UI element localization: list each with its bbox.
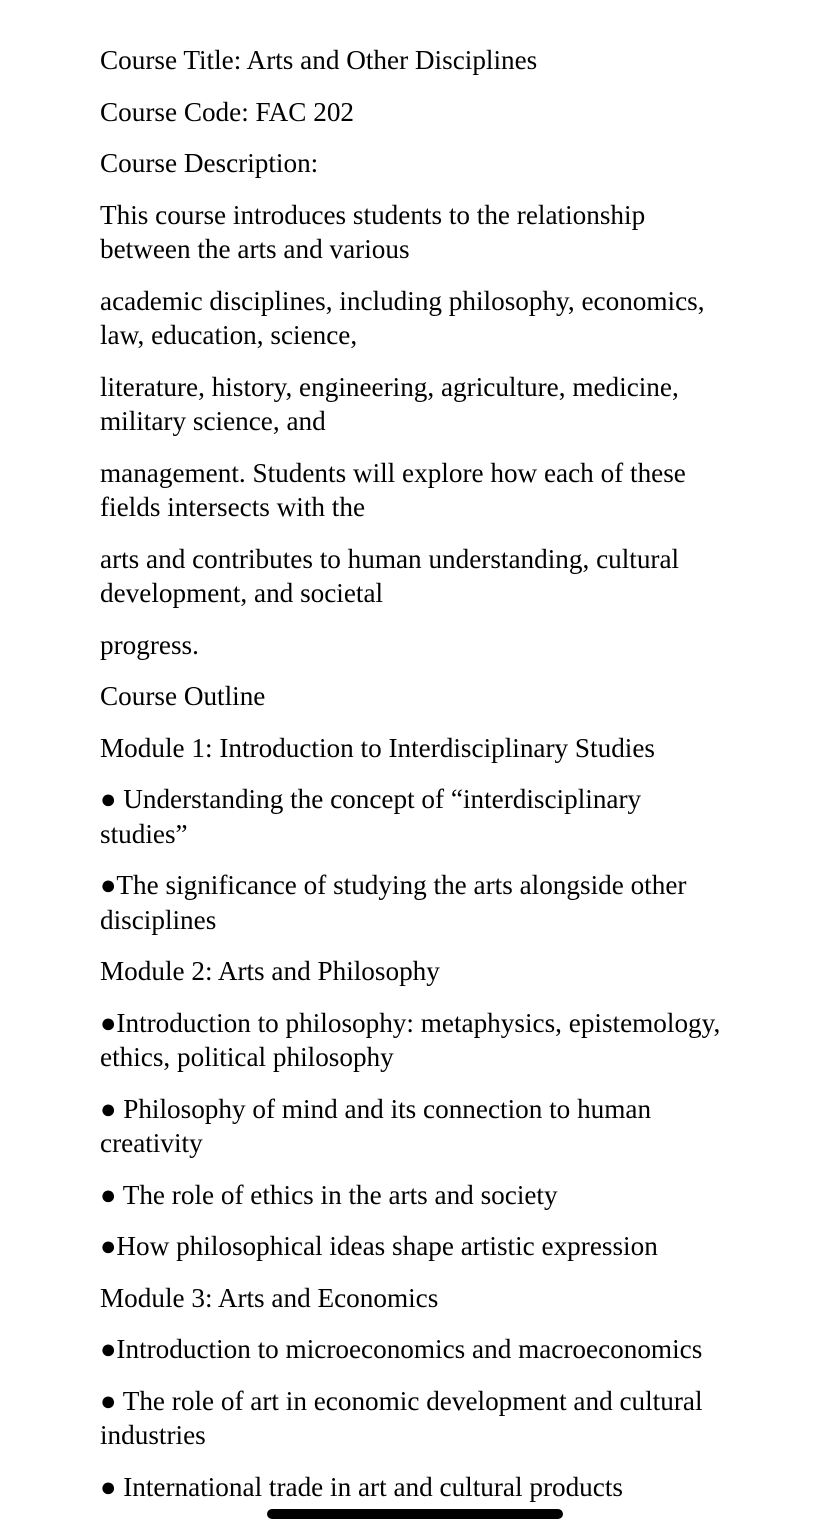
module-2-bullet: ●How philosophical ideas shape artistic expression <box>100 1231 658 1261</box>
description-heading: Course Description: <box>100 148 319 178</box>
document-body <box>100 43 728 1521</box>
description-paragraph: This course introduces students to the relationship between the arts and various <box>100 199 646 264</box>
module-2-bullet: ● The role of ethics in the arts and society <box>100 1179 558 1210</box>
description-paragraph: arts and contributes to human understanding, cultural development, and societal <box>100 543 680 608</box>
course-title: Course Title: Arts and Other Disciplines <box>100 45 538 75</box>
module-1-title: Module 1: Introduction to Interdisciplinary Studies <box>100 732 655 763</box>
module-2-bullet: ●Introduction to philosophy: metaphysics, epistemology, ethics, political philosophy <box>100 1007 721 1072</box>
description-paragraph: literature, history, engineering, agriculture, medicine, military science, and <box>100 371 679 436</box>
description-paragraph: management. Students will explore how each of these fields intersects with the <box>100 457 686 522</box>
module-3-bullet: ● The role of art in economic development and cultural industries <box>100 1385 703 1450</box>
module-2-bullet: ● Philosophy of mind and its connection to human creativity <box>100 1093 652 1158</box>
description-paragraph: progress. <box>100 629 199 660</box>
home-indicator-bar[interactable] <box>267 1509 563 1519</box>
outline-heading: Course Outline <box>100 681 266 711</box>
module-3-bullet: ● International trade in art and cultural products <box>100 1471 623 1502</box>
course-code: Course Code: FAC 202 <box>100 96 355 127</box>
module-2-title: Module 2: Arts and Philosophy <box>100 956 440 986</box>
description-paragraph: academic disciplines, including philosophy, economics, law, education, science, <box>100 285 705 350</box>
module-3-title: Module 3: Arts and Economics <box>100 1282 439 1313</box>
module-1-bullet: ● Understanding the concept of “interdisciplinary studies” <box>100 784 642 849</box>
module-3-bullet: ●Introduction to microeconomics and macroeconomics <box>100 1334 703 1364</box>
module-1-bullet: ●The significance of studying the arts alongside other disciplines <box>100 870 687 935</box>
